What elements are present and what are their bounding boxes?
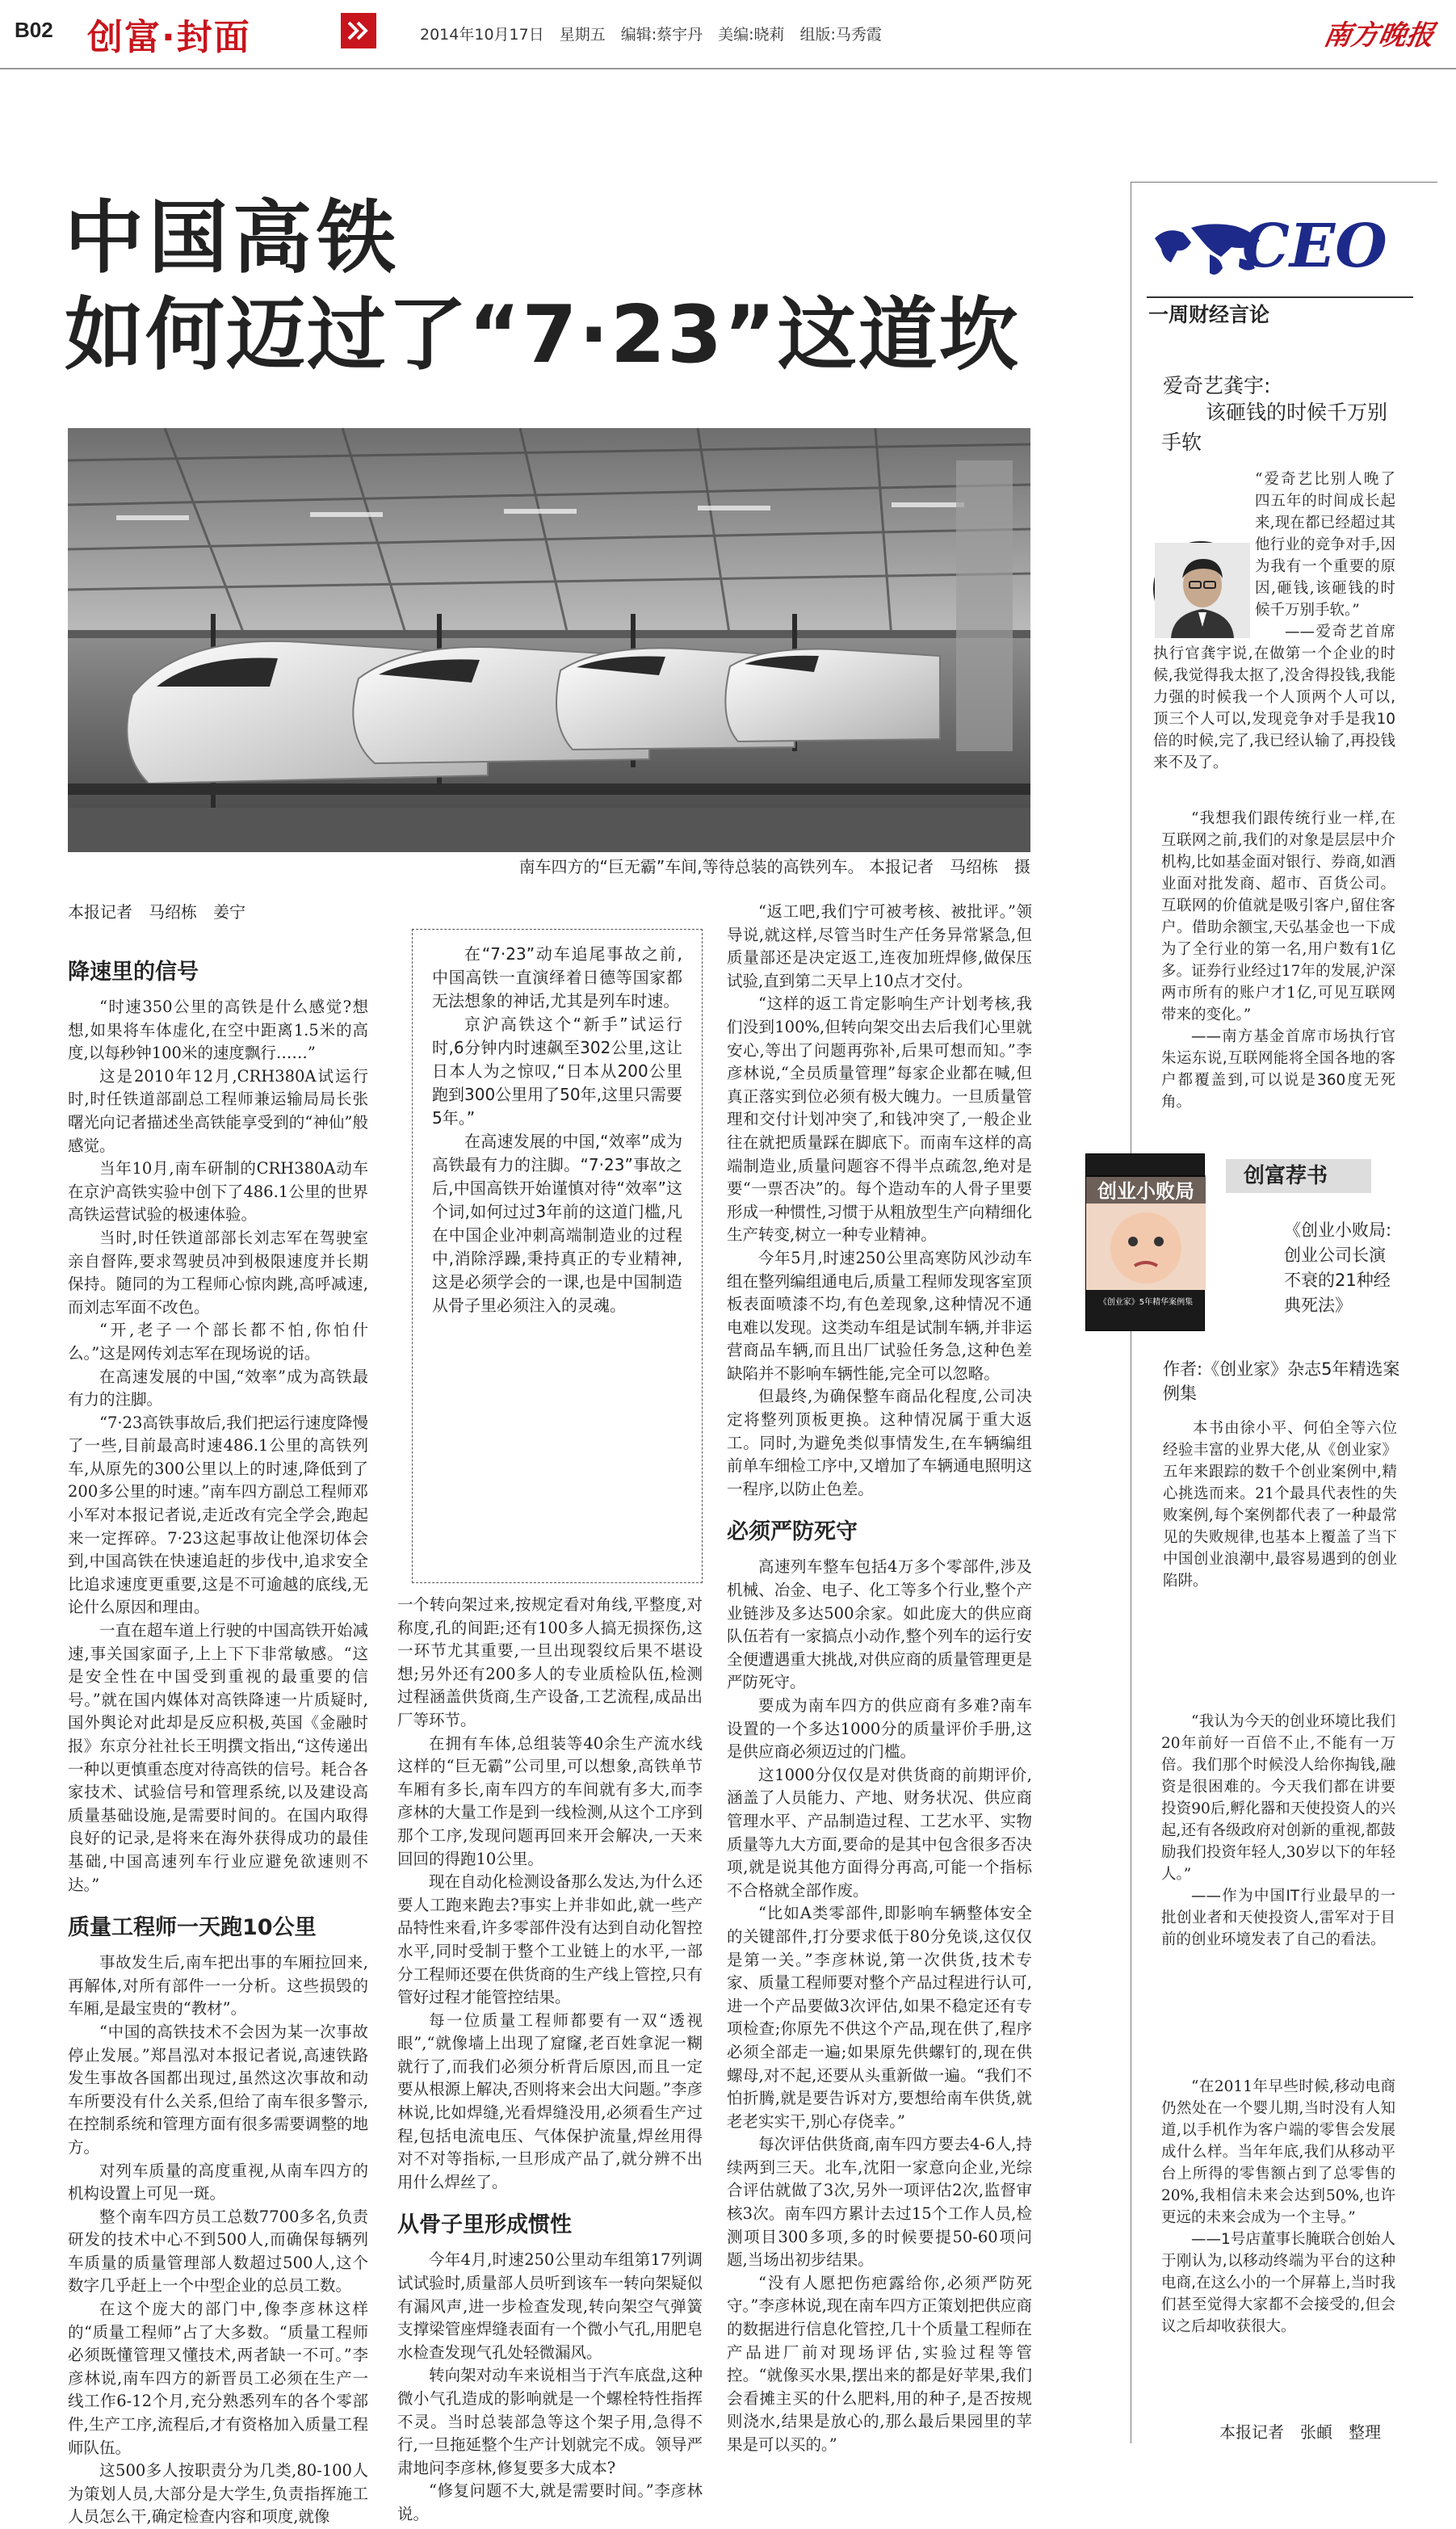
- paragraph: “没有人愿把伤疤露给你,必须严防死守。”李彦林说,现在南车四方正策划把供应商的数据进行信息化管控,几十个质量工程师在产品进厂前对现场评估,实验过程等管控。“就像买水果,摆出来的都是好苹果,我们会看摊主买的什么肥料,用的种子,是否按规则浇水,结果是放心的,那么最后果园里的苹果是可以买的。”: [727, 2273, 1032, 2454]
- subhead-quality-engineer: 质量工程师一天跑10公里: [68, 1915, 317, 1941]
- paragraph: “修复问题不大,就是需要时间。”李彦林说。: [397, 2481, 703, 2523]
- col3b-text: [727, 1556, 1032, 2456]
- quote3-block: [1161, 1711, 1395, 2074]
- right-rail-top-rule: [1131, 182, 1437, 183]
- avatar: [1153, 541, 1248, 636]
- ceo-editor: 本报记者 张頔 整理: [1219, 2422, 1381, 2442]
- book-cover: [1085, 1153, 1205, 1331]
- article-column-1: [68, 959, 368, 2527]
- paragraph: 要成为南车四方的供应商有多难?南车设置的一个多达1000分的质量评价手册,这是供应商必须迈过的门槛。: [727, 1696, 1032, 1762]
- book-title: 《创业小败局:创业公司长演不衰的21种经典死法》: [1284, 1220, 1392, 1315]
- quote2-text: “我想我们跟传统行业一样,在互联网之前,我们的对象是层层中介机构,比如基金面对银行、券商,如酒业面对批发商、超市、百货公司。互联网的价值就是吸引客户,留住客户。借助余额宝,天弘基金也一下成为了全行业的第一名,用户数有1亿多。证券行业经过17年的发展,沪深两市所有的账户才1亿,可见互联网带来的变化。”: [1161, 810, 1395, 1023]
- page-number: B02: [15, 18, 53, 42]
- quote1-body: [1153, 468, 1395, 800]
- paragraph: 当时,时任铁道部部长刘志军在驾驶室亲自督阵,要求驾驶员冲到极限速度并长期保持。随同的为工程师心惊肉跳,高呼减速,而刘志军面不改色。: [68, 1228, 368, 1317]
- paragraph: “中国的高铁技术不会因为某一次事故停止发展。”郑昌泓对本报记者说,高速铁路发生事故各国都出现过,虽然这次事故和动车所要没有什么关系,但给了南车很多警示,在控制系统和管理方面有很多需要调整的地方。: [68, 2022, 368, 2157]
- paragraph: “开,老子一个部长都不怕,你怕什么。”这是网传刘志军在现场说的话。: [68, 1321, 368, 1363]
- book-cover-sub: 《创业家》5年精华案例集: [1098, 1298, 1194, 1307]
- book-author: 作者:《创业家》杂志5年精选案例集: [1163, 1359, 1400, 1403]
- paragraph: 这1000分仅仅是对供货商的前期评价,涵盖了人员能力、产地、财务状况、供应商管理水平、产品制造过程、工艺水平、实物质量等九大方面,要命的是其中包含很多否决项,就是说其他方面得分再高,可能一个指标不合格就全部作废。: [727, 1765, 1032, 1900]
- recommend-title: 创富荐书: [1226, 1159, 1371, 1193]
- book-cover-title: 创业小败局: [1086, 1175, 1206, 1204]
- newspaper-logo: 南方晚报: [1320, 19, 1437, 52]
- paragraph: 这500多人按职责分为几类,80-100人为策划人员,大部分是大学生,负责指挥施工人员怎么干,确定检查内容和项度,就像: [68, 2461, 368, 2527]
- paragraph: 京沪高铁这个“新手”试运行时,6分钟内时速飙至302公里,这让日本人为之惊叹,“日本从200公里跑到300公里用了50年,这里只需要5年。”: [432, 1015, 682, 1128]
- subhead-habit: 从骨子里形成惯性: [397, 2212, 572, 2238]
- paragraph: 在高速发展的中国,“效率”成为高铁最有力的注脚。: [68, 1367, 368, 1409]
- quote1-text: “爱奇艺比别人晚了四五年的时间成长起来,现在都已经超过其他行业的竞争对手,因为我有一个重要的原因,砸钱,该砸钱的时候千万别手软。”: [1255, 471, 1395, 619]
- book-description: 本书由徐小平、何伯全等六位经验丰富的业界大佬,从《创业家》五年来跟踪的数千个创业案例中,精心挑选而来。21个最具代表性的失败案例,每个案例都代表了一种最常见的失败规律,也基本上覆盖了当下中国创业浪潮中,最容易遇到的创业陷阱。: [1163, 1420, 1397, 1590]
- paragraph: 对列车质量的高度重视,从南车四方的机构设置上可见一斑。: [68, 2161, 368, 2203]
- weekly-title: 一周财经言论: [1148, 303, 1270, 326]
- paragraph: 在这个庞大的部门中,像李彦林这样的“质量工程师”占了大多数。“质量工程师必须既懂管理又懂技术,两者缺一不可。”李彦林说,南车四方的新晋员工必须在生产一线工作6-12个月,充分熟悉列车的各个零部件,生产工序,流程后,才有资格加入质量工程师队伍。: [68, 2300, 368, 2457]
- article-column-2: [397, 1594, 703, 2523]
- headline-line-2: 如何迈过了“7·23”这道坎: [65, 289, 1020, 381]
- paragraph: 每一位质量工程师都要有一双“透视眼”,“就像墙上出现了窟窿,老百姓拿泥一糊就行了,而我们必须分析背后原因,而且一定要从根源上解决,否则将来会出大问题。”李彦林说,比如焊缝,光看焊缝没用,必须看生产过程,包括电流电压、气体保护流量,焊丝用得对不对等指标,一旦形成产品了,就分辨不出用什么焊丝了。: [397, 2010, 703, 2191]
- byline: 本报记者 马绍栋 姜宁: [68, 902, 245, 922]
- paragraph: 现在自动化检测设备那么发达,为什么还要人工跑来跑去?事实上并非如此,就一些产品特性来看,许多零部件没有达到自动化智控水平,同时受制于整个工业链上的水平,一部分工程师还要在供货商的生产线上管控,只有管好过程才能管控结果。: [397, 1872, 703, 2007]
- subhead-strict-guard: 必须严防死守: [727, 1519, 858, 1545]
- col2b-text: [397, 2249, 703, 2526]
- paragraph: 在“7·23”动车追尾事故之前,中国高铁一直演绎着日德等国家都无法想象的神话,尤其是列车时速。: [432, 944, 682, 1010]
- quote4-attribution: ——1号店董事长腌联合创始人于刚认为,以移动终端为平台的这种电商,在这么小的一个屏幕上,当时我们甚至觉得大家都不会接受的,但会议之后却收获很大。: [1161, 2231, 1395, 2335]
- quote4-block: [1161, 2076, 1395, 2383]
- editorial-sidebar-box: [412, 929, 703, 1583]
- article-column-3: [727, 901, 1032, 2464]
- subhead-speed-signal: 降速里的信号: [68, 960, 199, 985]
- paragraph: 每次评估供货商,南车四方要去4-6人,持续两到三天。北车,沈阳一家意向企业,光综合评估就做了3次,另外一项评估2次,监督审核3次。南车四方累计去过15个工作人员,检测项目300多项,多的时候要提50-60项问题,当场出初步结果。: [727, 2135, 1032, 2270]
- paragraph: 转向架对动车来说相当于汽车底盘,这种微小气孔造成的影响就是一个螺栓特性指挥不灵。当时总装部急等这个架子用,急得不行,一旦拖延整个生产计划就完不成。领导严肃地问李彦林,修复要多大成本?: [397, 2366, 703, 2477]
- paragraph: 在拥有车体,总组装等40余生产流水线这样的“巨无霸”公司里,可以想象,高铁单节车厢有多长,南车四方的车间就有多大,而李彦林的大量工作是到一线检测,从这个工序到那个工序,发现问题再回来开会解决,一天来回回的得跑10公里。: [397, 1733, 703, 1868]
- photo-caption: 南车四方的“巨无霸”车间,等待总装的高铁列车。 本报记者 马绍栋 摄: [518, 857, 1030, 876]
- paragraph: “7·23高铁事故后,我们把运行速度降慢了一些,目前最高时速486.1公里的高铁列车,从原先的300公里以上的时速,降低到了200多公里的时速。”南车四方副总工程师邓小军对本报记者说,走近改有完全学会,跑起来一定挥碎。7·23这起事故让他深切体会到,中国高铁在快速追赶的步伐中,追求安全比追求速度更重要,这是不可逾越的底线,无论什么原因和理由。: [68, 1413, 368, 1617]
- paragraph: 事故发生后,南车把出事的车厢拉回来,再解体,对所有部件一一分析。这些损毁的车厢,是最宝贵的“教材”。: [68, 1953, 368, 2019]
- quote3-text: “我认为今天的创业环境比我们20年前好一百倍不止,不能有一万倍。我们那个时候没人给你掏钱,融资是很困难的。今天我们都在讲要投资90后,孵化器和天使投资人的兴起,还有各级政府对创新的重视,都鼓励我们投资年轻人,30岁以下的年轻人。”: [1161, 1713, 1395, 1883]
- quote1-speaker: 爱奇艺龚宇:: [1163, 374, 1271, 397]
- quote2-attribution: ——南方基金首席市场执行官朱运东说,互联网能将全国各地的客户都覆盖到,可以说是360度无死角。: [1161, 1028, 1395, 1111]
- headline-line-1: 中国高铁: [65, 192, 401, 284]
- col1a-text: [68, 996, 368, 1897]
- paragraph: “时速350公里的高铁是什么感觉?想想,如果将车体虚化,在空中距离1.5米的高度,以每秒钟100米的速度飘行……”: [68, 998, 368, 1063]
- ceo-logo: [1147, 212, 1389, 295]
- paragraph: 今年4月,时速250公里动车组第17列调试试验时,质量部人员听到该车一转向架疑似有漏风声,进一步检查发现,转向架空气弹簧支撑梁管座焊缝表面有一个微小气孔,用肥皂水检查发现气孔处轻微漏风。: [397, 2250, 703, 2362]
- paragraph: 在高速发展的中国,“效率”成为高铁最有力的注脚。“7·23”事故之后,中国高铁开始谨慎对待“效率”这个词,如何过过3年前的这道门槛,凡在中国企业冲刺高端制造业的过程中,消除浮躁,秉持真正的专业精神,这是必须学会的一课,也是中国制造从骨子里必须注入的灵魂。: [432, 1132, 682, 1315]
- paragraph: 这是2010年12月,CRH380A试运行时,时任铁道部副总工程师兼运输局局长张曙光向记者描述坐高铁能享受到的“神仙”般感觉。: [68, 1066, 368, 1155]
- quote4-text: “在2011年早些时候,移动电商仍然处在一个婴儿期,当时没有人知道,以手机作为客户端的零售会发展成什么样。当年年底,我们从移动平台上所得的零售额占到了总零售的20%,我相信未来会达到50%,也许更远的未来会成为一个主导。”: [1161, 2078, 1395, 2226]
- double-chevron-right-icon: [341, 13, 376, 48]
- paragraph: 高速列车整车包括4万多个零部件,涉及机械、冶金、电子、化工等多个行业,整个产业链涉及多达500余家。如此庞大的供应商队伍若有一家搞点小动作,整个列车的运行安全便遭遇重大挑战,对供应商的质量管理更是严防死守。: [727, 1557, 1032, 1692]
- section-title: 创富·封面: [87, 17, 251, 58]
- ceo-underline: [1147, 296, 1413, 298]
- paragraph: “比如A类零部件,即影响车辆整体安全的关键部件,打分要求低于80分免谈,这仅仅是第一关。”李彦林说,第一次供货,技术专家、质量工程师要对整个产品过程进行认可,进一个产品要做3次评估,如果不稳定还有专项检查;你原先不供这个产品,现在供了,程序必须全部走一遍;如果原先供螺钉的,现在供螺母,对不起,还要从头重新做一遍。“我们不怕折腾,就是要告诉对方,要想给南车供货,就老老实实干,别心存侥幸。”: [727, 1904, 1032, 2131]
- issue-meta: 2014年10月17日 星期五 编辑:蔡宇丹 美编:晓莉 组版:马秀霞: [420, 26, 882, 44]
- sidebar-text: [432, 943, 682, 1317]
- paragraph: 当年10月,南车研制的CRH380A动车在京沪高铁实验中创下了486.1公里的世界高铁运营试验的极速体验。: [68, 1159, 368, 1225]
- header-divider: [0, 68, 1456, 69]
- paragraph: 一个转向架过来,按规定看对角线,平整度,对称度,孔的间距;还有100多人搞无损探伤,这一环节尤其重要,一旦出现裂纹后果不堪设想;另外还有200多人的专业质检队伍,检测过程涵盖供货商,生产设备,工艺流程,成品出厂等环节。: [397, 1595, 703, 1729]
- train-factory-photo: [68, 428, 1030, 852]
- paragraph: 但最终,为确保整车商品化程度,公司决定将整列顶板更换。这种情况属于重大返工。同时,为避免类似事情发生,在车辆编组前单车细检工序中,又增加了车辆通电照明这一程序,以防止色差。: [727, 1387, 1032, 1498]
- quote2-block: [1161, 808, 1395, 1131]
- paragraph: 整个南车四方员工总数7700多名,负责研发的技术中心不到500人,而确保每辆列车质量的质量管理部人数超过500人,这个数字几乎赶上一个中型企业的总员工数。: [68, 2207, 368, 2296]
- paragraph: “返工吧,我们宁可被考核、被批评。”领导说,就这样,尽管当时生产任务异常紧急,但质量部还是决定返工,连夜加班焊修,做保压试验,直到第二天早上10点才交付。: [727, 902, 1032, 990]
- ceo-logo-text: CEO: [1242, 212, 1387, 281]
- paragraph: 今年5月,时速250公里高寒防风沙动车组在整列编组通电后,质量工程师发现客室顶板表面喷漆不均,有色差现象,这种情况不通电难以发现。这类动车组是试制车辆,并非运营商品车辆,而且出厂试验任务急,这种色差缺陷并不影响车辆性能,完全可以忽略。: [727, 1248, 1032, 1383]
- quote3-attribution: ——作为中国IT行业最早的一批创业者和天使投资人,雷军对于目前的创业环境发表了自己的看法。: [1161, 1888, 1395, 1948]
- header-bar: [0, 0, 1456, 69]
- col2a-text: [397, 1594, 703, 2194]
- col1b-text: [68, 1951, 368, 2529]
- col3a-text: [727, 901, 1032, 1501]
- quote1-attribution: ——爱奇艺首席执行官龚宇说,在做第一个企业的时候,我觉得我太抠了,没舍得投钱,我能力强的时候我一个人顶两个人可以,顶三个人可以,发现竞争对手是我10倍的时候,完了,我已经认输了,再投钱来不及了。: [1153, 624, 1395, 771]
- quote1-title: 该砸钱的时候千万别手软: [1161, 401, 1388, 454]
- paragraph: “这样的返工肯定影响生产计划考核,我们没到100%,但转向架交出去后我们心里就安心,等出了问题再弥补,后果可想而知。”李彦林说,“全员质量管理”每家企业都在喊,但真正落实到位必须有极大魄力。一旦质量管理和交付计划冲突了,和钱冲突了,一般企业往在就把质量踩在脚底下。而南车这样的高端制造业,质量问题容不得半点疏忽,绝对是要“一票否决”的。每个造动车的人骨子里要形成一种惯性,习惯于从粗放型生产向精细化生产转变,树立一种专业精神。: [727, 994, 1032, 1245]
- paragraph: 一直在超车道上行驶的中国高铁开始减速,事关国家面子,上上下下非常敏感。“这是安全性在中国受到重视的最重要的信号。”就在国内媒体对高铁降速一片质疑时,国外舆论对此却是反应积极,英国《金融时报》东京分社社长王明撰文指出,“这传递出一种以更慎重态度对待高铁的信号。耗合各家技术、试验信号和管理系统,以及建设高质量基础设施,是需要时间的。在国内取得良好的记录,是将来在海外获得成功的最佳基础,中国高速列车行业应避免欲速则不达。”: [68, 1621, 368, 1894]
